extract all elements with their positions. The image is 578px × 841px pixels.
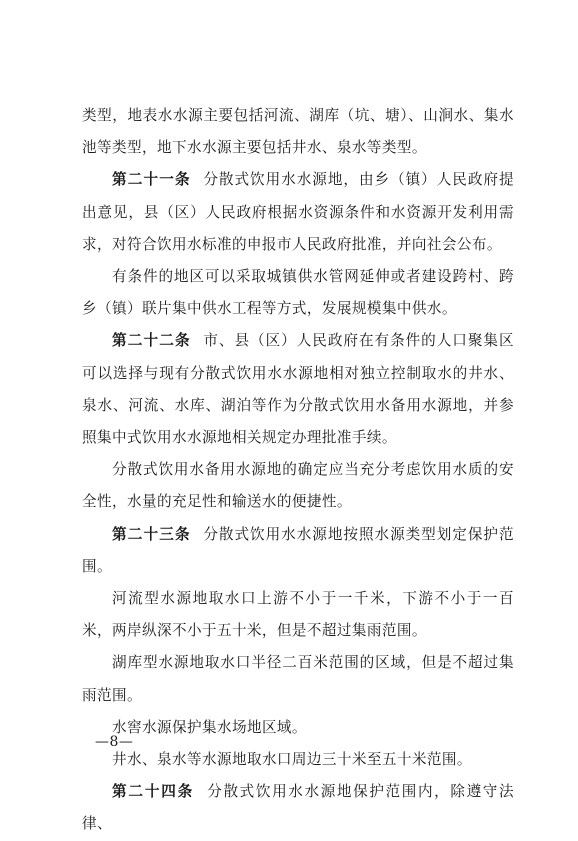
paragraph-3 (82, 261, 514, 325)
paragraph-article-24 (82, 776, 514, 840)
paragraph-article-23 (82, 519, 514, 583)
paragraph-9 (82, 712, 514, 744)
paragraph-article-21 (82, 164, 514, 261)
paragraph-10 (82, 744, 514, 776)
article-label: 第二十四条 (112, 783, 195, 801)
paragraph-text: 类型，地表水水源主要包括河流、湖库（坑、塘）、山涧水、集水池等类型，地下水水源主要包括井水、泉水等类型。 (82, 107, 514, 157)
paragraph-text: 市、县（区）人民政府在有条件的人口聚集区可以选择与现有分散式饮用水水源地相对独立控制取水的井水、泉水、河流、水库、湖泊等作为分散式饮用水备用水源地，并参照集中式饮用水水源地相关规定办理批准手续。 (82, 332, 514, 447)
paragraph-text: 井水、泉水等水源地取水口周边三十米至五十米范围。 (112, 751, 472, 769)
paragraph-5 (82, 454, 514, 518)
paragraph-text: 水窖水源保护集水场地区域。 (112, 718, 307, 736)
paragraph-text: 有条件的地区可以采取城镇供水管网延伸或者建设跨村、跨乡（镇）联片集中供水工程等方式，发展规模集中供水。 (82, 268, 514, 318)
paragraph-text: 湖库型水源地取水口半径二百米范围的区域，但是不超过集雨范围。 (82, 654, 514, 704)
page-number: —8— (95, 734, 134, 750)
paragraph-text: 河流型水源地取水口上游不小于一千米，下游不小于一百米，两岸纵深不小于五十米，但是不超过集雨范围。 (82, 590, 514, 640)
paragraph-text: 分散式饮用水水源地按照水源类型划定保护范围。 (82, 525, 514, 575)
article-label: 第二十三条 (112, 525, 191, 543)
document-body (82, 100, 514, 841)
article-label: 第二十一条 (112, 171, 191, 189)
paragraph-text: 分散式饮用水水源地保护范围内，除遵守法律、 (82, 783, 514, 833)
paragraph-article-22 (82, 325, 514, 454)
article-label: 第二十二条 (112, 332, 191, 350)
paragraph-1 (82, 100, 514, 164)
paragraph-7 (82, 583, 514, 647)
paragraph-text: 分散式饮用水水源地，由乡（镇）人民政府提出意见，县（区）人民政府根据水资源条件和水资源开发利用需求，对符合饮用水标准的申报市人民政府批准，并向社会公布。 (82, 171, 514, 253)
paragraph-8 (82, 647, 514, 711)
paragraph-text: 分散式饮用水备用水源地的确定应当充分考虑饮用水质的安全性，水量的充足性和输送水的便捷性。 (82, 461, 514, 511)
